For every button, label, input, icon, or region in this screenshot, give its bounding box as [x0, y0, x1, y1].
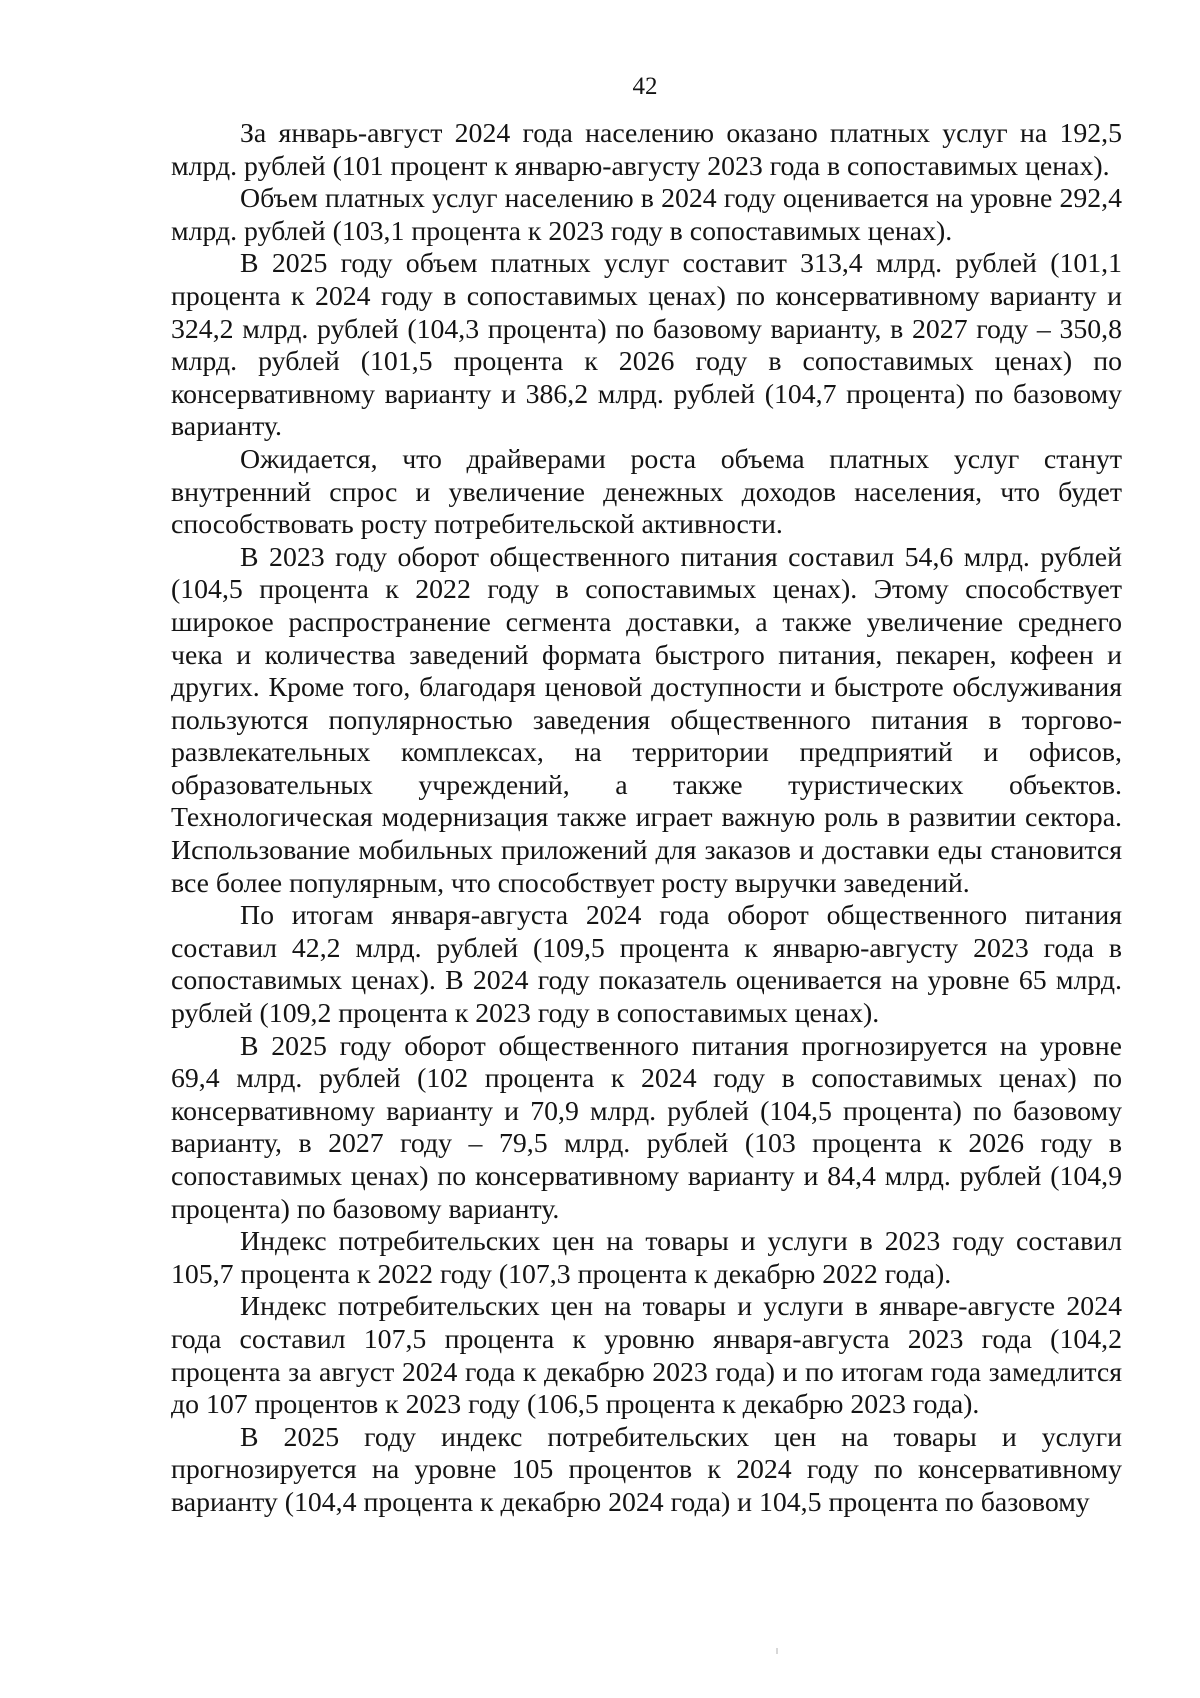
paragraph: Объем платных услуг населению в 2024 году оценивается на уровне 292,4 млрд. рублей (103,1 процента к 2023 году в сопоставимых ценах).: [171, 183, 1122, 247]
paragraph: Индекс потребительских цен на товары и услуги в январе-августе 2024 года составил 107,5 процента к уровню января-августа 2023 года (104,2 процента за август 2024 года к декабрю 2023 года) и по итогам года замедлится до 107 процентов к 2023 году (106,5 процента к декабрю 2023 года).: [171, 1291, 1122, 1421]
paragraph: В 2023 году оборот общественного питания составил 54,6 млрд. рублей (104,5 процента к 2022 году в сопоставимых ценах). Этому способствует широкое распространение сегмента доставки, а также увеличение среднего чека и количества заведений формата быстрого питания, пекарен, кофеен и других. Кроме того, благодаря ценовой доступности и быстроте обслуживания пользуются популярностью заведения общественного питания в торгово-развлекательных комплексах, на территории предприятий и офисов, образовательных учреждений, а также туристических объектов. Технологическая модернизация также играет важную роль в развитии сектора. Использование мобильных приложений для заказов и доставки еды становится все более популярным, что способствует росту выручки заведений.: [171, 541, 1122, 899]
paragraph: За январь-август 2024 года населению оказано платных услуг на 192,5 млрд. рублей (101 процент к январю-августу 2023 года в сопоставимых ценах).: [171, 118, 1122, 182]
paragraph: Ожидается, что драйверами роста объема платных услуг станут внутренний спрос и увеличение денежных доходов населения, что будет способствовать росту потребительской активности.: [171, 443, 1122, 541]
paragraph: По итогам января-августа 2024 года оборот общественного питания составил 42,2 млрд. рублей (109,5 процента к январю-августу 2023 года в сопоставимых ценах). В 2024 году показатель оценивается на уровне 65 млрд. рублей (109,2 процента к 2023 году в сопоставимых ценах).: [171, 900, 1122, 1030]
page-number: 42: [632, 73, 658, 100]
paragraph: В 2025 году оборот общественного питания прогнозируется на уровне 69,4 млрд. рублей (102 процента к 2024 году в сопоставимых ценах) по консервативному варианту и 70,9 млрд. рублей (104,5 процента) по базовому варианту, в 2027 году – 79,5 млрд. рублей (103 процента к 2026 году в сопоставимых ценах) по консервативному варианту и 84,4 млрд. рублей (104,9 процента) по базовому варианту.: [171, 1030, 1122, 1225]
paragraph: В 2025 году индекс потребительских цен на товары и услуги прогнозируется на уровне 105 процентов к 2024 году по консервативному варианту (104,4 процента к декабрю 2024 года) и 104,5 процента по базовому: [171, 1421, 1122, 1518]
document-body: [171, 118, 1122, 1520]
scan-mark: [776, 1648, 778, 1654]
paragraph: В 2025 году объем платных услуг составит 313,4 млрд. рублей (101,1 процента к 2024 году в сопоставимых ценах) по консервативному варианту и 324,2 млрд. рублей (104,3 процента) по базовому варианту, в 2027 году – 350,8 млрд. рублей (101,5 процента к 2026 году в сопоставимых ценах) по консервативному варианту и 386,2 млрд. рублей (104,7 процента) по базовому варианту.: [171, 248, 1122, 443]
paragraph: Индекс потребительских цен на товары и услуги в 2023 году составил 105,7 процента к 2022 году (107,3 процента к декабрю 2022 года).: [171, 1226, 1122, 1290]
